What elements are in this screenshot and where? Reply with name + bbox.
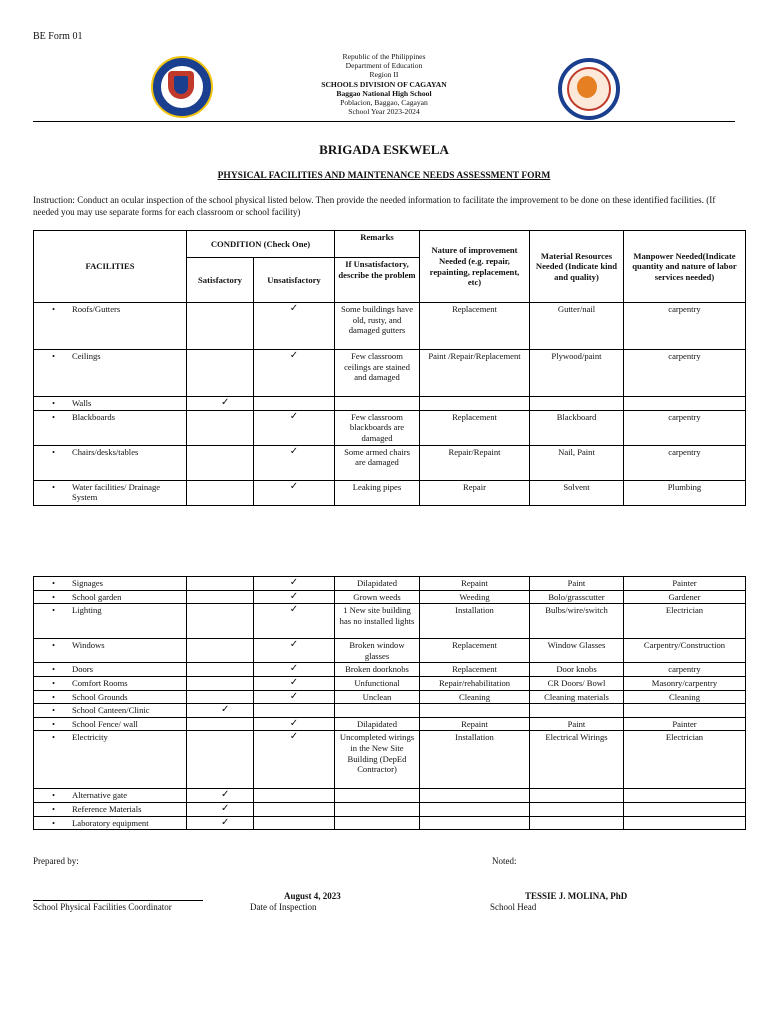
unsatisfactory-check-cell: ✓ xyxy=(254,480,335,505)
facility-name: Electricity xyxy=(72,732,108,743)
remarks-cell: Uncompleted wirings in the New Site Building (DepEd Contractor) xyxy=(335,731,420,789)
material-cell xyxy=(530,802,624,816)
form-subtitle: PHYSICAL FACILITIES AND MAINTENANCE NEEDS ASSESSMENT FORM xyxy=(217,171,551,181)
table-row xyxy=(34,480,746,505)
unsatisfactory-check-cell: ✓ xyxy=(254,410,335,445)
manpower-cell: carpentry xyxy=(624,303,746,350)
manpower-cell: Cleaning xyxy=(624,690,746,704)
satisfactory-check-cell: ✓ xyxy=(187,704,254,718)
satisfactory-check-cell xyxy=(187,604,254,639)
school-seal-logo xyxy=(558,58,620,120)
manpower-cell: Masonry/carpentry xyxy=(624,676,746,690)
facility-name: School Grounds xyxy=(72,691,128,702)
facility-name: School garden xyxy=(72,591,122,602)
facility-cell xyxy=(34,350,187,397)
facility-cell xyxy=(34,480,187,505)
remarks-cell: 1 New site building has no installed lights xyxy=(335,604,420,639)
remarks-cell: Grown weeds xyxy=(335,590,420,604)
material-cell: Bulbs/wire/switch xyxy=(530,604,624,639)
facility-name: Windows xyxy=(72,640,105,651)
col-header-manpower: Manpower Needed(Indicate quantity and nature of labor services needed) xyxy=(624,231,746,303)
satisfactory-check-cell xyxy=(187,590,254,604)
satisfactory-check-cell xyxy=(187,676,254,690)
facility-name: Comfort Rooms xyxy=(72,677,128,688)
unsatisfactory-check-cell xyxy=(254,816,335,830)
nature-cell xyxy=(420,816,530,830)
col-header-unsatisfactory: Unsatisfactory xyxy=(254,258,335,303)
nature-cell xyxy=(420,397,530,411)
prepared-by-label: Prepared by: xyxy=(33,856,79,866)
remarks-cell: Some armed chairs are damaged xyxy=(335,445,420,480)
material-cell: Window Glasses xyxy=(530,639,624,663)
material-cell: CR Doors/ Bowl xyxy=(530,676,624,690)
unsatisfactory-check-cell: ✓ xyxy=(254,639,335,663)
nature-cell: Repaint xyxy=(420,577,530,591)
manpower-cell: carpentry xyxy=(624,663,746,677)
facility-cell xyxy=(34,663,187,677)
material-cell: Blackboard xyxy=(530,410,624,445)
nature-cell: Weeding xyxy=(420,590,530,604)
unsatisfactory-check-cell: ✓ xyxy=(254,663,335,677)
date-of-inspection-label: Date of Inspection xyxy=(250,902,317,912)
bullet-icon: • xyxy=(52,803,56,814)
satisfactory-check-cell xyxy=(187,690,254,704)
unsatisfactory-check-cell xyxy=(254,397,335,411)
satisfactory-check-cell xyxy=(187,731,254,789)
bullet-icon: • xyxy=(52,481,56,492)
unsatisfactory-check-cell: ✓ xyxy=(254,577,335,591)
satisfactory-check-cell: ✓ xyxy=(187,816,254,830)
material-cell: Gutter/nail xyxy=(530,303,624,350)
nature-cell: Installation xyxy=(420,731,530,789)
col-header-satisfactory: Satisfactory xyxy=(187,258,254,303)
satisfactory-check-cell xyxy=(187,577,254,591)
facility-name: Doors xyxy=(72,664,94,675)
col-header-facilities: FACILITIES xyxy=(34,231,187,303)
nature-cell: Installation xyxy=(420,604,530,639)
facility-cell xyxy=(34,802,187,816)
facility-cell xyxy=(34,731,187,789)
manpower-cell xyxy=(624,816,746,830)
facility-cell xyxy=(34,816,187,830)
bullet-icon: • xyxy=(52,691,56,702)
manpower-cell: Plumbing xyxy=(624,480,746,505)
bullet-icon: • xyxy=(52,640,56,651)
facility-cell xyxy=(34,303,187,350)
facility-name: Signages xyxy=(72,578,104,588)
material-cell: Cleaning materials xyxy=(530,690,624,704)
table-row xyxy=(34,303,746,350)
facility-name: Lighting xyxy=(72,605,102,616)
material-cell: Paint xyxy=(530,717,624,731)
inspection-date: August 4, 2023 xyxy=(284,891,341,901)
col-header-nature: Nature of improvement Needed (e.g. repair, repainting, replacement, etc) xyxy=(420,231,530,303)
facility-cell xyxy=(34,445,187,480)
material-cell xyxy=(530,704,624,718)
manpower-cell: Carpentry/Construction xyxy=(624,639,746,663)
unsatisfactory-check-cell: ✓ xyxy=(254,590,335,604)
satisfactory-check-cell xyxy=(187,480,254,505)
facility-cell xyxy=(34,676,187,690)
bullet-icon: • xyxy=(52,591,56,602)
coordinator-role: School Physical Facilities Coordinator xyxy=(33,902,172,912)
table-row xyxy=(34,410,746,445)
header-line-address: Poblacion, Baggao, Cagayan xyxy=(340,98,428,108)
satisfactory-check-cell: ✓ xyxy=(187,789,254,803)
unsatisfactory-check-cell: ✓ xyxy=(254,690,335,704)
bullet-icon: • xyxy=(52,304,56,314)
manpower-cell xyxy=(624,704,746,718)
col-header-material: Material Resources Needed (Indicate kind and quality) xyxy=(530,231,624,303)
remarks-cell: Dilapidated xyxy=(335,577,420,591)
material-cell xyxy=(530,789,624,803)
nature-cell: Repaint xyxy=(420,717,530,731)
material-cell: Solvent xyxy=(530,480,624,505)
satisfactory-check-cell xyxy=(187,717,254,731)
facility-cell xyxy=(34,789,187,803)
bullet-icon: • xyxy=(52,446,56,457)
header-line-department: Department of Education xyxy=(345,61,423,71)
table-row xyxy=(34,604,746,639)
table-row xyxy=(34,704,746,718)
header-line-division: SCHOOLS DIVISION OF CAGAYAN xyxy=(321,79,447,89)
remarks-cell xyxy=(335,802,420,816)
bullet-icon: • xyxy=(52,578,56,588)
bullet-icon: • xyxy=(52,677,56,688)
facility-name: School Canteen/Clinic xyxy=(72,705,150,716)
bullet-icon: • xyxy=(52,732,56,743)
header-line-school: Baggao National High School xyxy=(336,88,432,98)
satisfactory-check-cell: ✓ xyxy=(187,802,254,816)
facility-name: Roofs/Gutters xyxy=(72,304,121,314)
manpower-cell: carpentry xyxy=(624,350,746,397)
form-code: BE Form 01 xyxy=(33,31,83,42)
unsatisfactory-check-cell: ✓ xyxy=(254,676,335,690)
instruction-text: Instruction: Conduct an ocular inspection of the school physical listed below. Then provide the needed information to facilitate the improvement to be done on these identified facilities. (If needed you may use separate forms for each classroom or school facility) xyxy=(33,195,716,217)
unsatisfactory-check-cell: ✓ xyxy=(254,303,335,350)
assessment-table-part1 xyxy=(33,230,746,506)
satisfactory-check-cell xyxy=(187,639,254,663)
manpower-cell: Gardener xyxy=(624,590,746,604)
header-line-school-year: School Year 2023-2024 xyxy=(348,107,420,117)
bullet-icon: • xyxy=(52,398,56,408)
page-title: BRIGADA ESKWELA xyxy=(319,142,449,157)
manpower-cell: Painter xyxy=(624,717,746,731)
unsatisfactory-check-cell xyxy=(254,802,335,816)
remarks-cell xyxy=(335,704,420,718)
bullet-icon: • xyxy=(52,605,56,616)
material-cell: Electrical Wirings xyxy=(530,731,624,789)
unsatisfactory-check-cell: ✓ xyxy=(254,717,335,731)
satisfactory-check-cell xyxy=(187,445,254,480)
remarks-cell: Dilapidated xyxy=(335,717,420,731)
unsatisfactory-check-cell xyxy=(254,704,335,718)
material-cell xyxy=(530,816,624,830)
coordinator-signature-line xyxy=(33,900,203,901)
table-row xyxy=(34,676,746,690)
material-cell xyxy=(530,397,624,411)
facility-name: Alternative gate xyxy=(72,790,128,801)
facility-name: School Fence/ wall xyxy=(72,718,138,729)
nature-cell xyxy=(420,789,530,803)
material-cell: Door knobs xyxy=(530,663,624,677)
nature-cell: Replacement xyxy=(420,303,530,350)
deped-seal-logo xyxy=(151,56,213,118)
facility-cell xyxy=(34,639,187,663)
nature-cell: Paint /Repair/Replacement xyxy=(420,350,530,397)
manpower-cell xyxy=(624,397,746,411)
col-header-remarks-sub: If Unsatisfactory, describe the problem xyxy=(335,258,420,303)
unsatisfactory-check-cell: ✓ xyxy=(254,445,335,480)
satisfactory-check-cell xyxy=(187,350,254,397)
remarks-cell xyxy=(335,397,420,411)
table-row xyxy=(34,802,746,816)
table-row xyxy=(34,590,746,604)
unsatisfactory-check-cell: ✓ xyxy=(254,604,335,639)
bullet-icon: • xyxy=(52,664,56,675)
manpower-cell: Electrician xyxy=(624,731,746,789)
manpower-cell: Electrician xyxy=(624,604,746,639)
nature-cell: Repair/Repaint xyxy=(420,445,530,480)
nature-cell: Cleaning xyxy=(420,690,530,704)
nature-cell: Replacement xyxy=(420,663,530,677)
table-row xyxy=(34,789,746,803)
remarks-cell: Some buildings have old, rusty, and damaged gutters xyxy=(335,303,420,350)
noted-label: Noted: xyxy=(492,856,517,866)
facility-cell xyxy=(34,577,187,591)
remarks-cell: Few classroom blackboards are damaged xyxy=(335,410,420,445)
satisfactory-check-cell xyxy=(187,410,254,445)
facility-name: Reference Materials xyxy=(72,803,142,814)
facility-cell xyxy=(34,590,187,604)
table-row xyxy=(34,690,746,704)
header-line-republic: Republic of the Philippines xyxy=(342,52,426,61)
nature-cell xyxy=(420,704,530,718)
unsatisfactory-check-cell: ✓ xyxy=(254,731,335,789)
satisfactory-check-cell xyxy=(187,663,254,677)
nature-cell xyxy=(420,802,530,816)
remarks-cell: Unclean xyxy=(335,690,420,704)
bullet-icon: • xyxy=(52,790,56,801)
facility-cell xyxy=(34,704,187,718)
facility-cell xyxy=(34,604,187,639)
manpower-cell: Painter xyxy=(624,577,746,591)
remarks-cell: Few classroom ceilings are stained and damaged xyxy=(335,350,420,397)
table-row xyxy=(34,663,746,677)
table-row xyxy=(34,397,746,411)
remarks-cell: Leaking pipes xyxy=(335,480,420,505)
table-row xyxy=(34,731,746,789)
manpower-cell xyxy=(624,789,746,803)
document-header xyxy=(260,52,508,116)
nature-cell: Replacement xyxy=(420,639,530,663)
header-divider xyxy=(33,121,735,122)
facility-name: Chairs/desks/tables xyxy=(72,446,139,457)
satisfactory-check-cell xyxy=(187,303,254,350)
remarks-cell xyxy=(335,789,420,803)
manpower-cell: carpentry xyxy=(624,410,746,445)
remarks-cell: Unfunctional xyxy=(335,676,420,690)
table-row xyxy=(34,717,746,731)
remarks-cell xyxy=(335,816,420,830)
bullet-icon: • xyxy=(52,351,56,361)
header-line-region: Region II xyxy=(369,70,399,80)
facility-name: Walls xyxy=(72,398,92,408)
facility-cell xyxy=(34,717,187,731)
school-head-name: TESSIE J. MOLINA, PhD xyxy=(525,891,628,901)
table-row xyxy=(34,816,746,830)
facility-name: Ceilings xyxy=(72,351,101,361)
table-row xyxy=(34,350,746,397)
material-cell: Paint xyxy=(530,577,624,591)
unsatisfactory-check-cell: ✓ xyxy=(254,350,335,397)
nature-cell: Repair/rehabilitation xyxy=(420,676,530,690)
unsatisfactory-check-cell xyxy=(254,789,335,803)
manpower-cell: carpentry xyxy=(624,445,746,480)
facility-name: Blackboards xyxy=(72,411,115,422)
satisfactory-check-cell: ✓ xyxy=(187,397,254,411)
table-row xyxy=(34,639,746,663)
assessment-table-part2 xyxy=(33,576,746,830)
manpower-cell xyxy=(624,802,746,816)
remarks-cell: Broken window glasses xyxy=(335,639,420,663)
material-cell: Nail, Paint xyxy=(530,445,624,480)
facility-cell xyxy=(34,690,187,704)
facility-cell xyxy=(34,410,187,445)
facility-name: Laboratory equipment xyxy=(72,817,149,828)
remarks-cell: Broken doorknobs xyxy=(335,663,420,677)
table-row xyxy=(34,577,746,591)
school-head-role: School Head xyxy=(490,902,537,912)
facility-cell xyxy=(34,397,187,411)
table-row xyxy=(34,445,746,480)
facility-name: Water facilities/ Drainage System xyxy=(72,481,161,503)
material-cell: Plywood/paint xyxy=(530,350,624,397)
col-header-condition: CONDITION (Check One) xyxy=(187,231,335,258)
bullet-icon: • xyxy=(52,817,56,828)
bullet-icon: • xyxy=(52,705,56,716)
nature-cell: Repair xyxy=(420,480,530,505)
material-cell: Bolo/grasscutter xyxy=(530,590,624,604)
col-header-remarks: Remarks xyxy=(335,231,420,258)
bullet-icon: • xyxy=(52,411,56,422)
nature-cell: Replacement xyxy=(420,410,530,445)
bullet-icon: • xyxy=(52,718,56,729)
